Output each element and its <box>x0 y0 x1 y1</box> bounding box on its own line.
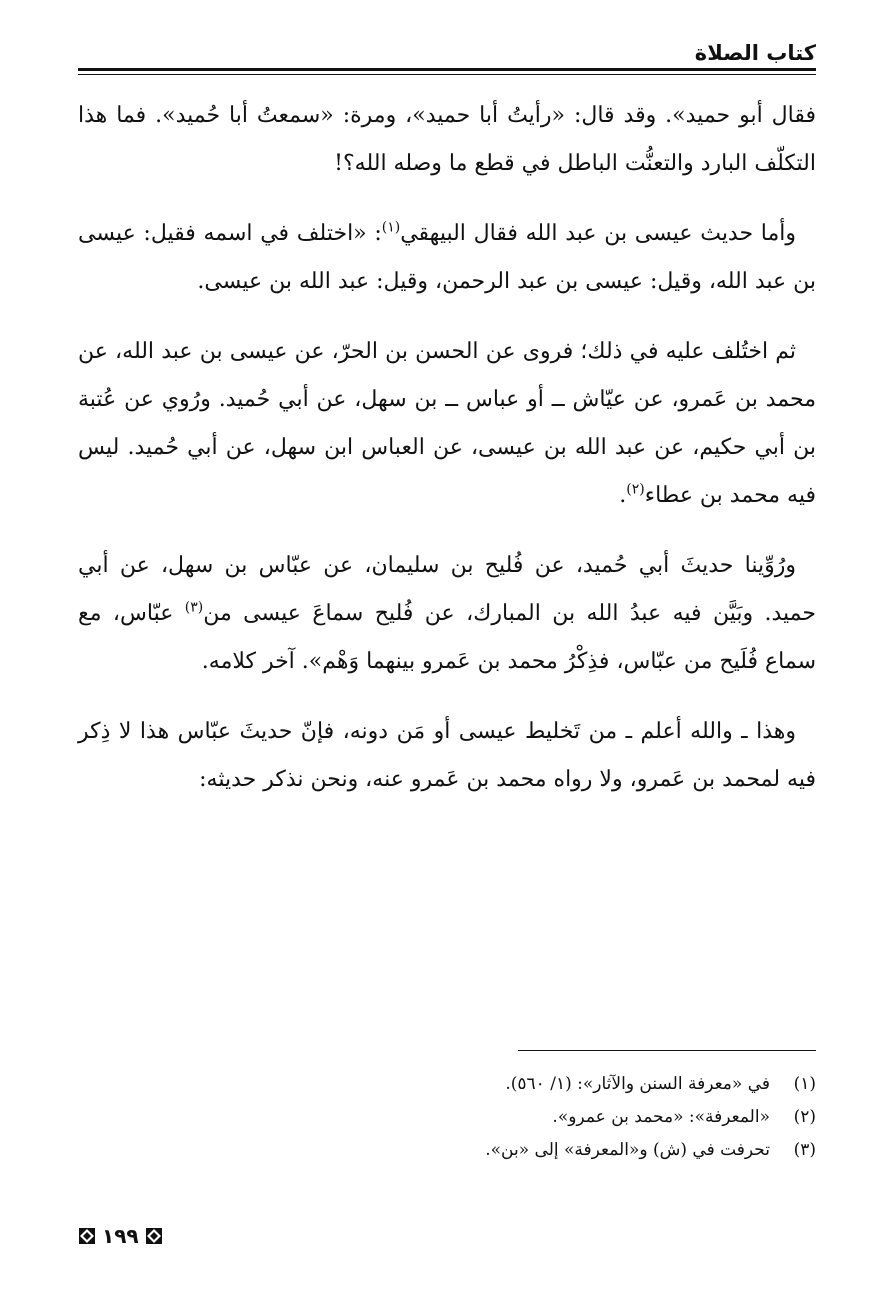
footnote-2 <box>78 1101 816 1134</box>
book-page <box>78 28 816 1268</box>
paragraph-5-text: وهذا ـ والله أعلم ـ من تَخليط عيسى أو مَن دونه، فإنّ حديثَ عبّاس هذا لا ذِكر فيه لمحمد بن عَمرو، ولا رواه محمد بن عَمرو عنه، ونحن نذكر حديثه: <box>78 719 816 792</box>
footnotes <box>78 1068 816 1167</box>
paragraph-4-text-end: عبّاس، مع سماع فُلَيح من عبّاس، فذِكْرُ محمد بن عَمرو بينهما وَهْم». آخر كلامه. <box>78 601 816 674</box>
paragraph-3-text-start: ثم اختُلف عليه في ذلك؛ فروى عن الحسن بن الحرّ، عن عيسى بن عبد الله، عن محمد بن عَمرو، عن عيّاش ــ أو عباس ــ بن سهل، عن أبي حُميد. ورُوي عن عُتبة بن أبي حكيم، عن عبد الله بن عيسى، عن العباس ابن سهل، عن أبي حُميد. ليس فيه محمد بن عطاء <box>78 339 816 508</box>
page-number: ١٩٩ <box>102 1224 139 1248</box>
footnote-1 <box>78 1068 816 1101</box>
footnote-ref-1[interactable]: (١) <box>381 219 401 236</box>
main-text <box>78 92 816 826</box>
paragraph-5 <box>78 708 816 804</box>
footnote-text: في «معرفة السنن والآثار»: (١/ ٥٦٠). <box>505 1074 770 1094</box>
footnote-ref-3[interactable]: (٣) <box>184 599 204 616</box>
paragraph-2-text-end: : «اختلف في اسمه فقيل: عيسى بن عبد الله، وقيل: عيسى بن عبد الرحمن، وقيل: عبد الله بن عيسى. <box>78 221 816 294</box>
footnote-number: (٣) <box>793 1140 816 1160</box>
ornament-right-icon <box>145 1227 163 1245</box>
paragraph-3-text-end: . <box>619 483 627 508</box>
paragraph-4 <box>78 542 816 686</box>
footnote-separator <box>518 1050 816 1051</box>
header-rule <box>78 68 816 71</box>
paragraph-2 <box>78 210 816 306</box>
paragraph-4-text-start: ورُوِّينا حديثَ أبي حُميد، عن فُليح بن سليمان، عن عبّاس بن سهل، عن أبي حميد. وبَيَّن فيه عبدُ الله بن المبارك، عن فُليح سماعَ عيسى من <box>78 553 817 626</box>
footnote-ref-2[interactable]: (٢) <box>626 481 645 498</box>
paragraph-2-text-start: وأما حديث عيسى بن عبد الله فقال البيهقي <box>400 221 796 246</box>
paragraph-1 <box>78 92 816 188</box>
page-number-block <box>78 1224 163 1248</box>
footnote-text: «المعرفة»: «محمد بن عمرو». <box>552 1107 770 1127</box>
paragraph-3 <box>78 328 816 520</box>
footnote-number: (٢) <box>793 1107 816 1127</box>
footnote-3 <box>78 1134 816 1167</box>
footnote-text: تحرفت في (ش) و«المعرفة» إلى «بن». <box>485 1140 770 1160</box>
ornament-left-icon <box>78 1227 96 1245</box>
paragraph-1-text: فقال أبو حميد». وقد قال: «رأيتُ أبا حميد»، ومرة: «سمعتُ أبا حُميد». فما هذا التكلّف البارد والتعنُّت الباطل في قطع ما وصله الله؟! <box>78 103 816 176</box>
header-rule-thin <box>78 74 816 75</box>
footnote-number: (١) <box>793 1074 816 1094</box>
running-header-title: كتاب الصلاة <box>694 41 816 65</box>
